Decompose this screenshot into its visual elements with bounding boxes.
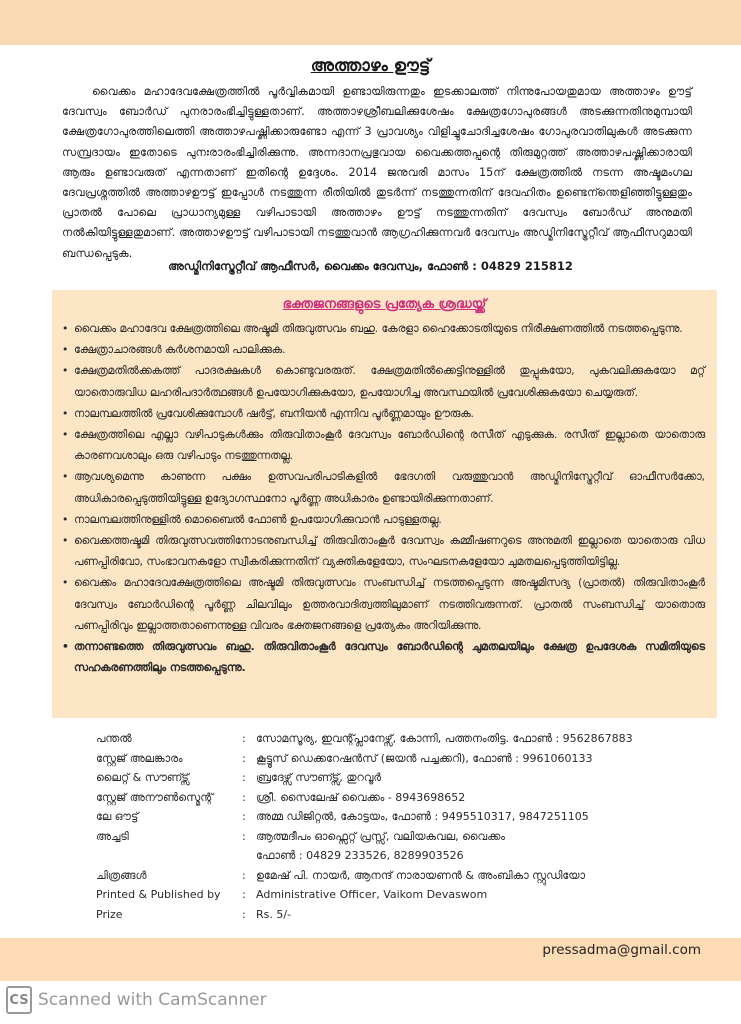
credit-label: സ്റ്റേജ് അലങ്കാരം xyxy=(96,751,183,765)
notice-item: • ആവശ്യമെന്നു കാണുന്ന പക്ഷം ഉത്സവപരിപാടികളിൽ ഭേദഗതി വരുത്തുവാൻ അഡ്മിനിസ്ട്രേറ്റീവ് ഓഫീസർക്കോ, അധികാരപ്പെടുത്തിയിട്ടുള്ള ഉദ്യോഗസ്ഥനോ പൂർണ്ണ അധികാരം ഉണ്ടായിരിക്കുന്നതാണ്. xyxy=(62,466,705,508)
notice-item: • വൈക്കം മഹാദേവക്ഷേത്രത്തിലെ അഷ്ടമി തിരുവുത്സവം സംബന്ധിച്ച് നടത്തപ്പെടുന്ന അഷ്ടമിസദ്യ (പ്രാതൽ) തിരുവിതാംകൂർ ദേവസ്വം ബോർഡിന്റെ പൂർണ്ണ ചിലവിലും ഉത്തരവാദിത്വത്തിലുമാണ് നടത്തിവരുന്നത്. പ്രാതൽ സംബന്ധിച്ച് യാതൊരു പണപ്പിരിവും ഇല്ലാത്തതാണെന്നുള്ള വിവരം ഭക്തജനങ്ങളെ പ്രത്യേകം അറിയിക്കുന്നു. xyxy=(62,572,705,636)
credit-row xyxy=(96,749,716,769)
credit-row xyxy=(96,788,716,808)
page-title: അത്താഴം ഊട്ട് xyxy=(310,56,431,76)
credit-colon xyxy=(242,846,256,866)
notice-item: • വൈക്കത്തഷ്ടമി തിരുവുത്സവത്തിനോടനുബന്ധിച്ച് തിരുവിതാംകൂർ ദേവസ്വം കമ്മീഷണറുടെ അനുമതി ഇല്ലാതെ യാതൊരു വിധ പണപ്പിരിവോ, സംഭാവനകളോ സ്വീകരിക്കുന്നതിന് വ്യക്തികളേയോ, സംഘടനകളേയോ ചുമതലപ്പെടുത്തിയിട്ടില്ല. xyxy=(62,530,705,572)
credit-value: ഫോൺ : 04829 233526, 8289903526 xyxy=(256,849,464,862)
credit-label xyxy=(96,846,242,866)
notice-item: • നാലമ്പലത്തിനുള്ളിൽ മൊബൈൽ ഫോൺ ഉപയോഗിക്കുവാൻ പാടുള്ളതല്ല. xyxy=(62,509,705,530)
notice-item-bold: • തന്നാണ്ടത്തെ തിരുവുത്സവം ബഹു. തിരുവിതാംകൂർ ദേവസ്വം ബോർഡിന്റെ ചുമതലയിലും ക്ഷേത്ര ഉപദേശക സമിതിയുടെ സഹകരണത്തിലും നടത്തപ്പെടുന്നു. xyxy=(62,636,705,678)
credit-colon: : xyxy=(242,810,246,823)
credit-colon: : xyxy=(242,907,246,921)
notice-list xyxy=(52,318,717,678)
notice-title: ഭക്തജനങ്ങളുടെ പ്രത്യേക ശ്രദ്ധയ്ക്ക് xyxy=(282,297,487,312)
credit-row xyxy=(96,807,716,827)
credit-row xyxy=(96,866,716,886)
credit-value: Rs. 5/- xyxy=(256,907,292,921)
credit-label: ലൈറ്റ് & സൗണ്ട്സ് xyxy=(96,771,189,784)
credit-colon: : xyxy=(242,751,246,765)
notice-item: • ക്ഷേത്രാചാരങ്ങൾ കർശനമായി പാലിക്കുക. xyxy=(62,339,705,360)
credit-label: ലേ ഔട്ട് xyxy=(96,810,139,823)
credit-value: സോമസൂര്യ, ഇവന്റ്പ്ലാനേഴ്സ്, കോന്നി, പത്തനംതിട്ട. ഫോൺ : 9562867883 xyxy=(256,732,633,745)
credit-label: Printed & Published by xyxy=(96,888,221,901)
credit-value: ആത്മദീപം ഓഫ്സെറ്റ് പ്രസ്സ്, വലിയകവല, വൈക്കം xyxy=(256,829,505,843)
credit-label: ചിത്രങ്ങൾ xyxy=(96,868,147,882)
intro-paragraph: വൈക്കം മഹാദേവക്ഷേത്രത്തിൽ പൂർവ്വികമായി ഉണ്ടായിരുന്നതും ഇടക്കാലത്ത് നിന്നുപോയതുമായ അത്താഴം ഊട്ട് ദേവസ്വം ബോർഡ് പുനരാരംഭിച്ചിട്ടുള്ളതാണ്. അത്താഴശ്രീബലിക്കുശേഷം ക്ഷേത്രഗോപുരങ്ങൾ അടക്കുന്നതിനുമുമ്പായി ക്ഷേത്രഗോപുരത്തിലെത്തി അത്താഴപഷ്ണിക്കാരുണ്ടോ എന്ന് 3 പ്രാവശ്യം വിളിച്ചുചോദിച്ചശേഷം ഗോപുരവാതിലുകൾ അടക്കുന്ന സമ്പ്രദായം ഇതോടെ പുനഃരാരംഭിച്ചിരിക്കുന്നു. അന്നദാനപ്രഭുവായ വൈക്കത്തപ്പന്റെ തിരുമുറ്റത്ത് അത്താഴപഷ്ണിക്കാരായി ആരും ഉണ്ടാവരുത് എന്നതാണ് ഇതിന്റെ ഉദ്ദേശം. 2014 ജനുവരി മാസം 15ന് ക്ഷേത്രത്തിൽ നടന്ന അഷ്ടമംഗല ദേവപ്രശ്നത്തിൽ അത്താഴഊട്ട് ഇപ്പോൾ നടത്തുന്ന രീതിയിൽ തുടർന്ന് നടത്തുന്നതിന് ദേവഹിതം ഉണ്ടെന്ന്തെളിഞ്ഞിട്ടുള്ളതും പ്രാതൽ പോലെ പ്രാധാന്യമുള്ള വഴിപാടായി അത്താഴം ഊട്ട് നടത്തുന്നതിന് ദേവസ്വം ബോർഡ് അനുമതി നൽകിയിട്ടുള്ളതുമാണ്. അത്താഴഊട്ട് വഴിപാടായി നടത്തുവാൻ ആഗ്രഹിക്കുന്നവർ ദേവസ്വം അഡ്മിനിസ്ട്രേറ്റീവ് ആഫീസറുമായി ബന്ധപ്പെടുക. xyxy=(62,85,692,260)
camscanner-logo-icon: CS xyxy=(6,986,32,1014)
credit-row xyxy=(96,768,716,788)
watermark-text: Scanned with CamScanner xyxy=(38,990,267,1010)
credit-colon: : xyxy=(242,888,246,901)
credit-value: അമ്മ ഡിജിറ്റൽ, കോട്ടയം, ഫോൺ : 9495510317, 9847251105 xyxy=(256,810,589,823)
credit-row xyxy=(96,729,716,749)
credit-row xyxy=(96,846,716,866)
notice-item: • ക്ഷേത്രത്തിലെ എല്ലാ വഴിപാടുകൾക്കും തിരുവിതാംകൂർ ദേവസ്വം ബോർഡിന്റെ രസീത് എടുക്കുക. രസീത് ഇല്ലാതെ യാതൊരു കാരണവശാലും ഒരു വഴിപാടും നടത്തുന്നതല്ല. xyxy=(62,424,705,466)
credit-value: ശ്രീ. സൈലേഷ് വൈക്കം - 8943698652 xyxy=(256,790,466,804)
credit-row xyxy=(96,885,716,905)
credit-row xyxy=(96,827,716,847)
credit-colon: : xyxy=(242,771,246,784)
credit-label: പന്തൽ xyxy=(96,732,132,745)
credits-list xyxy=(96,729,716,924)
credit-colon: : xyxy=(242,790,246,804)
credit-label: അച്ചടി xyxy=(96,829,129,843)
credit-value: Administrative Officer, Vaikom Devaswom xyxy=(256,888,488,901)
footer-band xyxy=(0,938,741,981)
credit-label: Prize xyxy=(96,907,123,921)
credit-value: ബ്രദേഴ്സ് സൗണ്ട്സ്, തുറവൂർ xyxy=(256,771,382,784)
top-band xyxy=(0,0,741,45)
camscanner-watermark xyxy=(6,986,267,1014)
credit-value: കൂട്ടൂസ് ഡെക്കറേഷൻസ് (ജയൻ പച്ചക്കറി), ഫോൺ : 9961060133 xyxy=(256,751,593,765)
notice-box xyxy=(52,290,717,718)
credit-colon: : xyxy=(242,732,246,745)
credit-colon: : xyxy=(242,868,246,882)
credit-row xyxy=(96,905,716,925)
notice-item: • നാലമ്പലത്തിൽ പ്രവേശിക്കുമ്പോൾ ഷർട്ട്, ബനിയൻ എന്നിവ പൂർണ്ണമായും ഊരുക. xyxy=(62,403,705,424)
notice-item: • വൈക്കം മഹാദേവ ക്ഷേത്രത്തിലെ അഷ്ടമി തിരുവുത്സവം ബഹു. കേരളാ ഹൈക്കോടതിയുടെ നിരീക്ഷണത്തിൽ നടത്തപ്പെടുന്നു. xyxy=(62,318,705,339)
credit-value: ഉമേഷ് പി. നായർ, ആനന്ദ് നാരായണൻ & അംബികാ സ്റ്റുഡിയോ xyxy=(256,868,586,882)
credit-colon: : xyxy=(242,829,246,843)
credit-label: സ്റ്റേജ് അനൗൺസ്മെന്റ് xyxy=(96,790,214,804)
contact-line: അഡ്മിനിസ്ട്രേറ്റീവ് ആഫീസർ, വൈക്കം ദേവസ്വം, ഫോൺ : 04829 215812 xyxy=(168,259,573,273)
notice-item: • ക്ഷേത്രമതിൽക്കകത്ത് പാദരക്ഷകൾ കൊണ്ടുവരരുത്. ക്ഷേത്രമതിൽക്കെട്ടിനുള്ളിൽ തുപ്പുകയോ, പുകവലിക്കുകയോ മറ്റ് യാതൊരുവിധ ലഹരിപദാർത്ഥങ്ങൾ ഉപയോഗിക്കുകയോ, ഉപയോഗിച്ച അവസ്ഥയിൽ പ്രവേശിക്കുകയോ ചെയ്യരുത്. xyxy=(62,360,705,402)
footer-email: pressadma@gmail.com xyxy=(542,942,701,958)
